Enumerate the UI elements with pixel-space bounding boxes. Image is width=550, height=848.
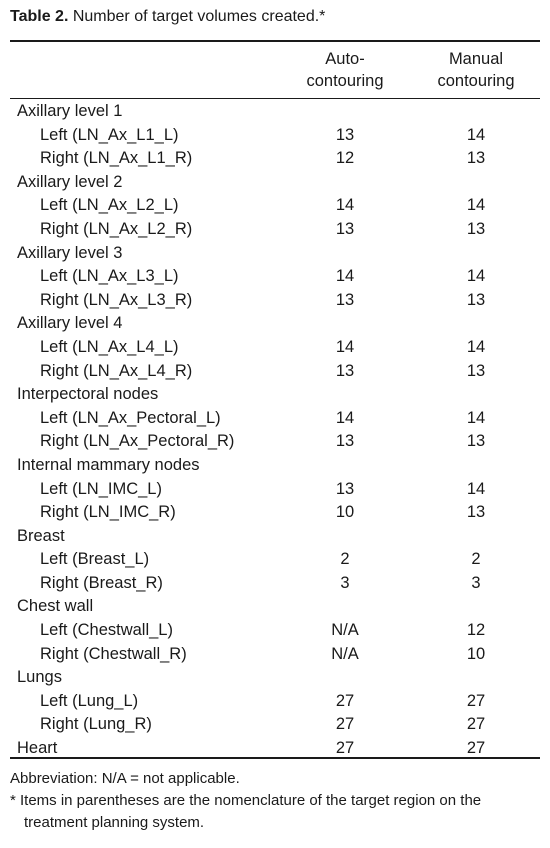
table-row [10,643,540,667]
row-label: Right (LN_Ax_Pectoral_R) [40,432,235,451]
group-label: Internal mammary nodes [17,455,200,474]
table-group-row [10,454,540,478]
auto-contouring-value: 13 [335,290,355,309]
table-row [10,713,540,737]
row-label: Left (LN_IMC_L) [40,479,162,498]
footnote-asterisk: * Items in parentheses are the nomenclature of the target region on the treatment planning system. [10,792,482,831]
group-label: Axillary level 3 [17,243,123,262]
group-label: Chest wall [17,597,94,616]
auto-contouring-value: 10 [335,503,355,522]
table-header-rule [10,98,540,99]
auto-contouring-value: 14 [335,408,355,427]
row-label: Left (LN_Ax_L1_L) [40,125,179,144]
auto-contouring-value: 14 [335,196,355,215]
group-label: Heart [17,739,58,758]
row-label: Right (LN_Ax_L4_R) [40,361,193,380]
manual-contouring-value: 2 [471,550,481,569]
column-header-manual-contouring [416,48,536,92]
table-group-row [10,312,540,336]
column-header-manual-line1: Manual [448,50,504,68]
row-label: Right (Chestwall_R) [40,644,187,663]
table-row [10,501,540,525]
group-label: Interpectoral nodes [17,385,159,404]
group-label: Breast [17,526,65,545]
manual-contouring-value: 13 [466,503,486,522]
table-group-row [10,525,540,549]
manual-contouring-value: 14 [466,267,486,286]
row-label: Left (LN_Ax_Pectoral_L) [40,408,221,427]
row-label: Right (LN_IMC_R) [40,503,176,522]
column-header-auto-line2: contouring [306,72,384,90]
auto-contouring-value: 3 [340,573,350,592]
table-row [10,407,540,431]
auto-contouring-value: N/A [331,621,359,640]
manual-contouring-value: 13 [466,290,486,309]
auto-contouring-value: 27 [335,691,355,710]
auto-contouring-value: 13 [335,361,355,380]
auto-contouring-value: N/A [331,644,359,663]
column-header-manual-line2: contouring [437,72,515,90]
manual-contouring-value: 14 [466,337,486,356]
table-group-row [10,595,540,619]
table-row [10,289,540,313]
table-top-rule [10,40,540,42]
table-row [10,548,540,572]
table-row [10,147,540,171]
table-row [10,265,540,289]
manual-contouring-value: 27 [466,715,486,734]
manual-contouring-value: 10 [466,644,486,663]
manual-contouring-value: 13 [466,149,486,168]
table-group-row [10,666,540,690]
row-label: Right (LN_Ax_L3_R) [40,290,193,309]
table-body [10,100,540,761]
auto-contouring-value: 27 [335,715,355,734]
row-label: Left (Breast_L) [40,550,150,569]
table-group-row [10,242,540,266]
auto-contouring-value: 13 [335,219,355,238]
manual-contouring-value: 14 [466,408,486,427]
auto-contouring-value: 13 [335,125,355,144]
auto-contouring-value: 13 [335,432,355,451]
row-label: Left (Chestwall_L) [40,621,173,640]
group-label: Axillary level 1 [17,102,123,120]
auto-contouring-value: 27 [335,739,355,758]
table-row [10,430,540,454]
table-row [10,336,540,360]
row-label: Left (LN_Ax_L4_L) [40,337,179,356]
table-row [10,478,540,502]
manual-contouring-value: 27 [466,691,486,710]
manual-contouring-value: 12 [466,621,486,640]
row-label: Right (Breast_R) [40,573,163,592]
manual-contouring-value: 14 [466,125,486,144]
row-label: Right (LN_Ax_L2_R) [40,219,193,238]
footnote-abbreviation: Abbreviation: N/A = not applicable. [10,770,240,787]
manual-contouring-value: 3 [471,573,481,592]
auto-contouring-value: 13 [335,479,355,498]
table-row [10,360,540,384]
table-row [10,690,540,714]
column-header-auto-line1: Auto- [325,50,365,68]
row-label: Left (LN_Ax_L2_L) [40,196,179,215]
table-group-row [10,383,540,407]
table-row [10,572,540,596]
table-row [10,194,540,218]
table-group-row [10,100,540,124]
row-label: Left (Lung_L) [40,691,139,710]
auto-contouring-value: 12 [335,149,355,168]
auto-contouring-value: 2 [340,550,350,569]
auto-contouring-value: 14 [335,337,355,356]
table-row [10,124,540,148]
row-label: Left (LN_Ax_L3_L) [40,267,179,286]
table-bottom-rule [10,757,540,759]
table-caption-text: Number of target volumes created.* [68,8,326,25]
manual-contouring-value: 13 [466,219,486,238]
manual-contouring-value: 14 [466,479,486,498]
table-caption-label: Table 2. [10,8,69,25]
table-row [10,218,540,242]
table-group-row [10,171,540,195]
manual-contouring-value: 14 [466,196,486,215]
column-header-auto-contouring [285,48,405,92]
group-label: Axillary level 2 [17,172,123,191]
table-caption [10,7,325,27]
auto-contouring-value: 14 [335,267,355,286]
table-row [10,619,540,643]
row-label: Right (Lung_R) [40,715,152,734]
table-footnotes [10,768,542,834]
row-label: Right (LN_Ax_L1_R) [40,149,193,168]
manual-contouring-value: 27 [466,739,486,758]
group-label: Lungs [17,668,62,687]
group-label: Axillary level 4 [17,314,123,333]
manual-contouring-value: 13 [466,432,486,451]
manual-contouring-value: 13 [466,361,486,380]
